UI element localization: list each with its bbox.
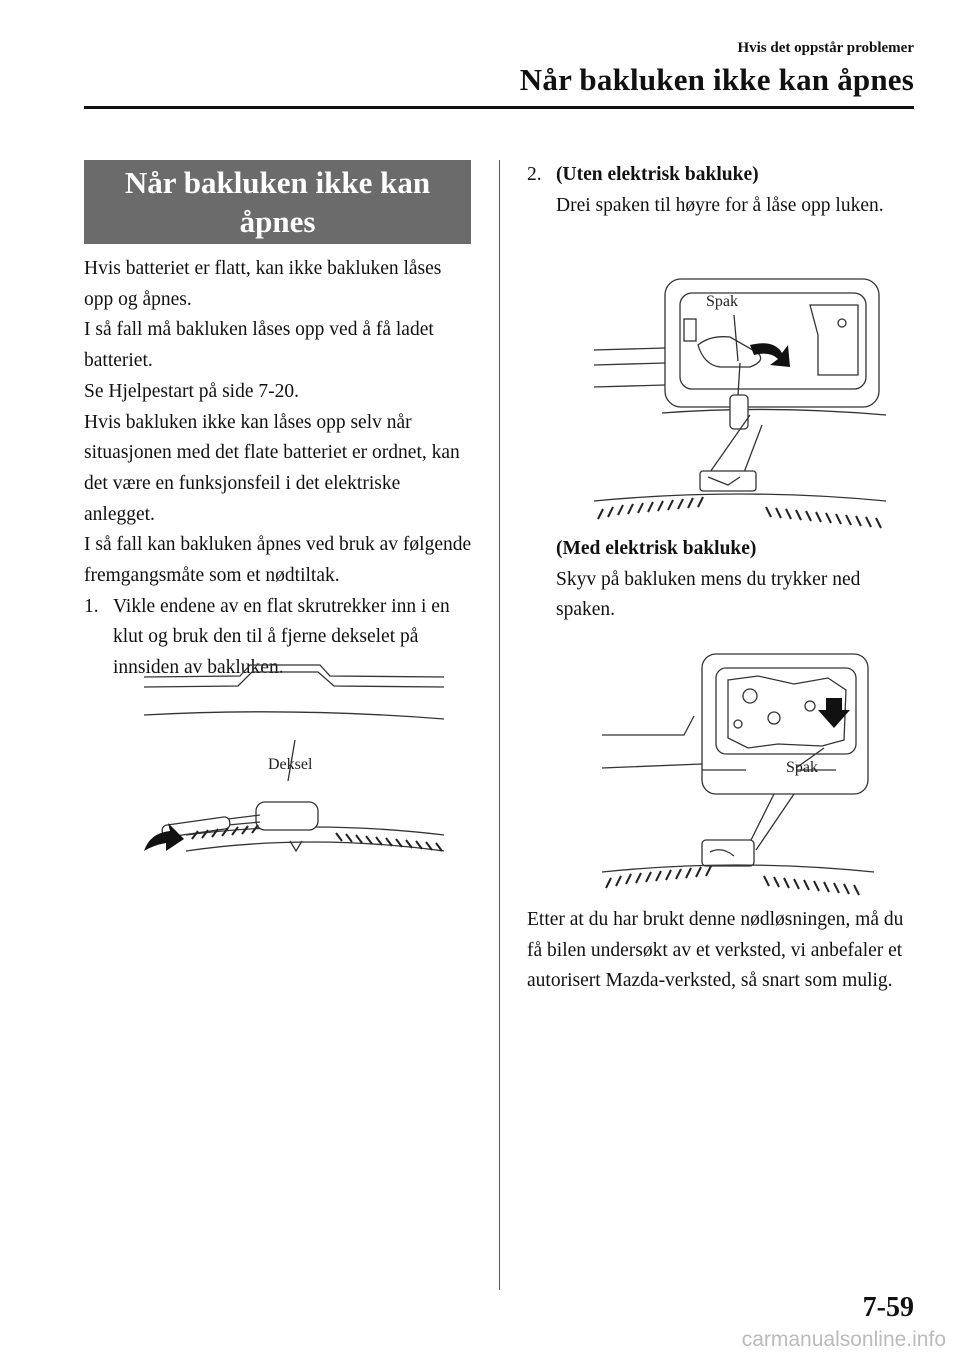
figure-label-spak: Spak [706,293,738,310]
electric-heading: (Med elektrisk bakluke) [556,538,757,559]
section-title-line2: åpnes [239,204,316,239]
paragraph: I så fall kan bakluken åpnes ved bruk av følgende fremgangsmåte som et nødtiltak. [84,534,472,587]
step-1-number: 1. [84,595,99,617]
watermark: carmanualsonline.info [741,1328,946,1351]
step-2-number: 2. [527,164,542,185]
figure-cover-removal [140,655,450,875]
figure-lever-manual [590,275,890,530]
left-column [84,254,474,684]
step-2 [527,160,919,221]
figure-lever-electric [598,650,888,895]
page-number: 7-59 [862,1292,914,1323]
after-paragraph: Etter at du har brukt denne nødløsningen, må du få bilen undersøkt av et verksted, vi anbefaler et autorisert Mazda-verksted, så snart som mulig. [527,909,904,992]
electric-text: Skyv på bakluken mens du trykker ned spaken. [556,568,861,621]
figure-label-deksel: Deksel [268,756,313,773]
section-title-box [84,160,471,244]
paragraph: I så fall må bakluken låses opp ved å få ladet batteriet. [84,319,434,372]
step-2-heading: (Uten elektrisk bakluke) [556,164,759,185]
figure-label-spak-electric: Spak [786,759,818,776]
column-divider [499,160,500,1290]
section-header: Hvis det oppstår problemer [737,40,914,56]
paragraph-link-ref: Se Hjelpestart på side 7-20. [84,380,299,402]
paragraph: Hvis bakluken ikke kan låses opp selv når situasjonen med det flate batteriet er ordnet, kan det være en funksjonsfeil i det elektriske anlegget. [84,411,460,525]
step-1-text: Vikle endene av en flat skrutrekker inn i en klut og bruk den til å fjerne dekselet på innsiden av bakluken. [113,595,450,679]
electric-tailgate-step [527,534,919,626]
page-header-title: Når bakluken ikke kan åpnes [519,62,914,97]
paragraph: Hvis batteriet er flatt, kan ikke bakluken låses opp og åpnes. [84,258,442,310]
header-rule [84,106,914,109]
step-2-text: Drei spaken til høyre for å låse opp luken. [556,194,884,216]
section-title-line1: Når bakluken ikke kan [124,165,431,200]
